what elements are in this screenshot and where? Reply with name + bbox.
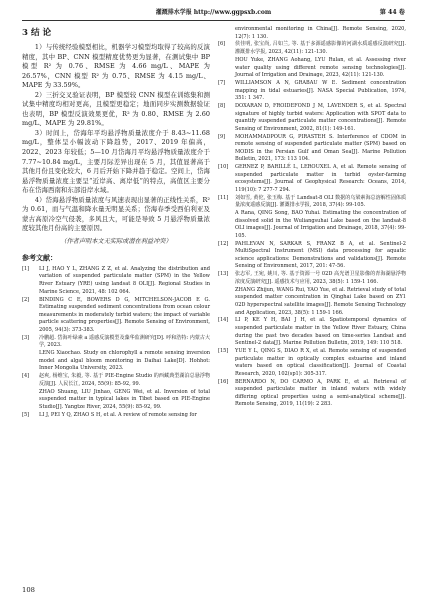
reference-entry: ZHANG Zhijun, WANG Rui, YAO Yue, et al. Retrieval study of total suspended matter concentration in Qinghai Lake based on ZY1 02D hyperspectral satellite images[J]. Remote Sensing Technology and Application, 2023, 38(5): 1 159-1 166. bbox=[235, 286, 406, 316]
reference-entry bbox=[22, 297, 210, 335]
journal-name: 灌溉排水学报 http://www.ggpsxb.com bbox=[155, 9, 272, 16]
reference-text: MOHAMMADPOUR G, PIRASTEH S. Interference of CDOM in remote sensing of suspended particulate matter (SPM) based on MODIS in the Persian Gulf and Oman Sea[J]. Marine Pollution Bulletin, 2021, 173: 113 104. bbox=[235, 133, 406, 163]
reference-number: [11] bbox=[218, 194, 229, 201]
conclusion-2: 2）三折交叉验证表明，BP 模型较 CNN 模型在训练集和测试集中精度均相对更高，且模型更稳定；地面同步实测数据验证也表明，BP 模型反演效果更优，R² 为 0.80、RMSE 为 2.60 mg/L、MAPE 为 29.81%。 bbox=[22, 90, 210, 128]
reference-entry bbox=[218, 271, 406, 286]
reference-text: 张志军, 王宛, 姚川, 等. 基于资源一号 02D 高光谱卫星影像的青海湖悬浮物浓度反演研究[J]. 遥感技术与应用, 2023, 38(5): 1 159-1 166. bbox=[235, 271, 406, 285]
reference-number: [5] bbox=[22, 411, 30, 418]
reference-text: YUE Y L, QING S, DIAO R X, et al. Remote sensing of suspended particulate matter in optically complex estuarine and inland waters based on optical classification[J]. Journal of Coastal Research, 2020, 102(sp1): 305-317. bbox=[235, 348, 406, 377]
reference-entry bbox=[22, 266, 210, 296]
running-header bbox=[22, 6, 405, 21]
reference-text: DOXARAN D, FROIDEFOND J M, LAVENDER S, et al. Spectral signature of highly turbid waters: Application with SPOT data to quantify suspended particulate matter concentrations[J]. Remote Sensing of Environment, 2002, 81(1): 149-161. bbox=[235, 103, 406, 132]
reference-number: [4] bbox=[22, 373, 30, 380]
reference-entry: HOU Yuke, ZHANG Aohang, LYU Rulan, et al. Assessing river water quality using different remote sensing technologies[J]. Journal of Irrigation and Drainage, 2023, 42(11): 121-130. bbox=[235, 56, 406, 79]
reference-number: [1] bbox=[22, 265, 30, 272]
reference-text: LI J, HAO Y L, ZHANG Z Z, et al. Analyzing the distribution and variation of suspended particulate matter (SPM) in the Yellow River Estuary (YRE) using landsat 8 OLI[J]. Regional Studies in Marine Science, 2021, 48: 102 064. bbox=[39, 265, 210, 295]
references-title: 参考文献： bbox=[22, 252, 57, 262]
reference-entry: ZHAO Shuang, LIU Jinhao, GENG Wei, et al. Inversion of total suspended matter in typical lakes in Tibet based on PIE-Engine Studio[J]. Yangtze River, 2024, 55(9): 85-92, 99. bbox=[39, 388, 210, 410]
volume-label: 第 44 卷 bbox=[379, 9, 405, 16]
reference-number: [2] bbox=[22, 296, 30, 303]
reference-text: 侯佳明, 张宝尚, 吕如兰, 等. 基于多源遥感影像的河湖水质遥感反演研究[J]. 灌溉排水学报, 2023, 42(11): 121-130. bbox=[235, 41, 406, 56]
reference-entry bbox=[218, 195, 406, 210]
reference-entry bbox=[218, 348, 406, 378]
page-number: 108 bbox=[22, 586, 35, 594]
reference-number: [14] bbox=[218, 317, 229, 324]
reference-number: [6] bbox=[218, 41, 226, 48]
reference-entry bbox=[22, 373, 210, 388]
reference-number: [8] bbox=[218, 103, 226, 110]
reference-entry bbox=[218, 317, 406, 347]
right-column bbox=[218, 26, 406, 409]
reference-number: [3] bbox=[22, 334, 30, 341]
reference-entry bbox=[218, 134, 406, 164]
left-column bbox=[22, 26, 210, 420]
references-list-left bbox=[22, 266, 210, 419]
reference-entry bbox=[22, 412, 210, 420]
conclusion-1: 1）与传统经验模型相比，机器学习模型均取得了较高的反演精度，其中 BP、CNN 模型精度优势更为显著，在测试集中 BP 模型 R² 为 0.76、RMSE 为 4.66 mg/L、MAPE 为 26.57%，CNN 模型 R² 为 0.75、RMSE 为 4.15 mg/L、MAPE 为 33.59%。 bbox=[22, 43, 210, 90]
reference-number: [13] bbox=[218, 271, 229, 278]
reference-number: [16] bbox=[218, 378, 229, 385]
reference-entry bbox=[22, 335, 210, 350]
reference-text: LI P, KE Y H, BAI J H, et al. Spatiotemporal dynamics of suspended particulate matter in the Yellow River Estuary, China during the past two decades based on time-series Landsat and Sentinel-2 data[J]. Marine Pollution Bulletin, 2019, 149: 110 518. bbox=[235, 317, 406, 347]
reference-entry bbox=[218, 379, 406, 409]
reference-text: 刘如雪, 黄佗, 张玉梅. 基于 Landsat-8 OLI 数据的乌梁素海总溶解性固体质量浓度遥感反演[J]. 灌溉排水学报, 2018, 37(4): 99-105. bbox=[235, 194, 406, 209]
conclusion-4: 4）岱海悬浮物质量浓度与风速表现出显著的正线性关系，R² 为 0.61，而与气温和降水量无明显关系；岱海春季受西伯利亚及蒙古高原冷空气侵袭，多风且大，可能是导致 5 月悬浮物质量浓度较其他月份高的主要原因。 bbox=[22, 195, 210, 233]
conclusion-3: 3）时间上，岱海年平均悬浮物质量浓度介于 8.43~11.68 mg/L，整体呈小幅波动下降趋势，2017、2019 年偏高，2022、2023 年较低；5—10 月岱海月平均悬浮物质量浓度介于 7.77~10.84 mg/L，主要月际差异出现在 5 月，其值显著高于其他月份且变化较大，6 月后开始下降并趋于稳定。空间上，岱海悬浮物质量浓度主要呈“近岸高、离岸低”的特点，高值区主要分布在岱海西南和东部沿岸水域。 bbox=[22, 128, 210, 195]
reference-text: BERNARDO N, DO CARMO A, PARK E, et al. Retrieval of suspended particulate matter in inland waters with widely differing optical properties using a semi-analytical scheme[J]. Remote Sensing, 2019, 11(19): 2 283. bbox=[235, 378, 406, 408]
reference-number: [7] bbox=[218, 80, 226, 86]
reference-entry: LENG Xiaochao. Study on chlorophyll a remote sensing inversion model and algal bloom monitoring in Daihai Lake[D]. Hohhot: Inner Mongolia University, 2023. bbox=[39, 350, 210, 372]
reference-text: WILLIAMSON A N, GRABAU W E. Sediment concentration mapping in tidal estuaries[J]. NASA Special Publication, 1974, 351: 1 347. bbox=[235, 80, 406, 102]
reference-entry: A Rana, QING Song, BAO Yuhai. Estimating the concentration of dissolved solid in the Wuliangsuhai Lake based on the landsat-8 OLI images[J]. Journal of Irrigation and Drainage, 2018, 37(4): 99-105. bbox=[235, 210, 406, 239]
reference-number: [9] bbox=[218, 133, 226, 140]
reference-number: [15] bbox=[218, 348, 229, 355]
author-note: （作者声明本文无实际或潜在利益冲突） bbox=[60, 237, 172, 245]
reference-entry bbox=[218, 103, 406, 133]
reference-number: [12] bbox=[218, 240, 229, 247]
reference-text: 赵爽, 杨维宝, 朱毅, 等. 基于 PIE-Engine Studio 的西藏典型湖泊总悬浮物反演[J]. 人民长江, 2024, 55(9): 85-92, 99. bbox=[39, 373, 210, 387]
reference-entry bbox=[218, 41, 406, 56]
references-list-right bbox=[218, 26, 406, 409]
reference-number: [10] bbox=[218, 164, 229, 171]
reference-text: BINDING C E, BOWERS D G, MITCHELSON-JACOB E G. Estimating suspended sediment concentrations from ocean colour measurements in moderately turbid waters; the impact of variable particle scattering properties[J]. Remote Sensing of Environment, 2005, 94(3): 373-383. bbox=[39, 296, 210, 333]
reference-entry: environmental monitoring in China[J]. Remote Sensing, 2020, 12(7): 1 130. bbox=[235, 26, 406, 40]
reference-text: PAHLEVAN N, SARKAR S, FRANZ B A, et al. Sentinel-2 MultiSpectral Instrument (MSI) data processing for aquatic science applications: Demonstrations and validations[J]. Remote Sensing of Environment, 2017, 201: 47-56. bbox=[235, 240, 406, 270]
section-title: 3 结 论 bbox=[22, 28, 52, 38]
reference-text: 冷鹏超. 岱海叶绿素 a 遥感反演模型及藻华监测研究[D]. 呼和浩特: 内蒙古大学, 2023. bbox=[39, 334, 210, 349]
reference-entry bbox=[218, 241, 406, 271]
reference-text: GERNEZ P, BARILLÉ L, LEROUXEL A, et al. Remote sensing of suspended particulate matter in turbid oyster-farming ecosystems[J]. Journal of Geophysical Research: Oceans, 2014, 119(10): 7 277-7 294. bbox=[235, 164, 406, 193]
reference-entry bbox=[218, 80, 406, 103]
reference-text: LI J, PEI Y Q, ZHAO S H, et al. A review of remote sensing for bbox=[39, 411, 197, 418]
reference-entry bbox=[218, 164, 406, 194]
